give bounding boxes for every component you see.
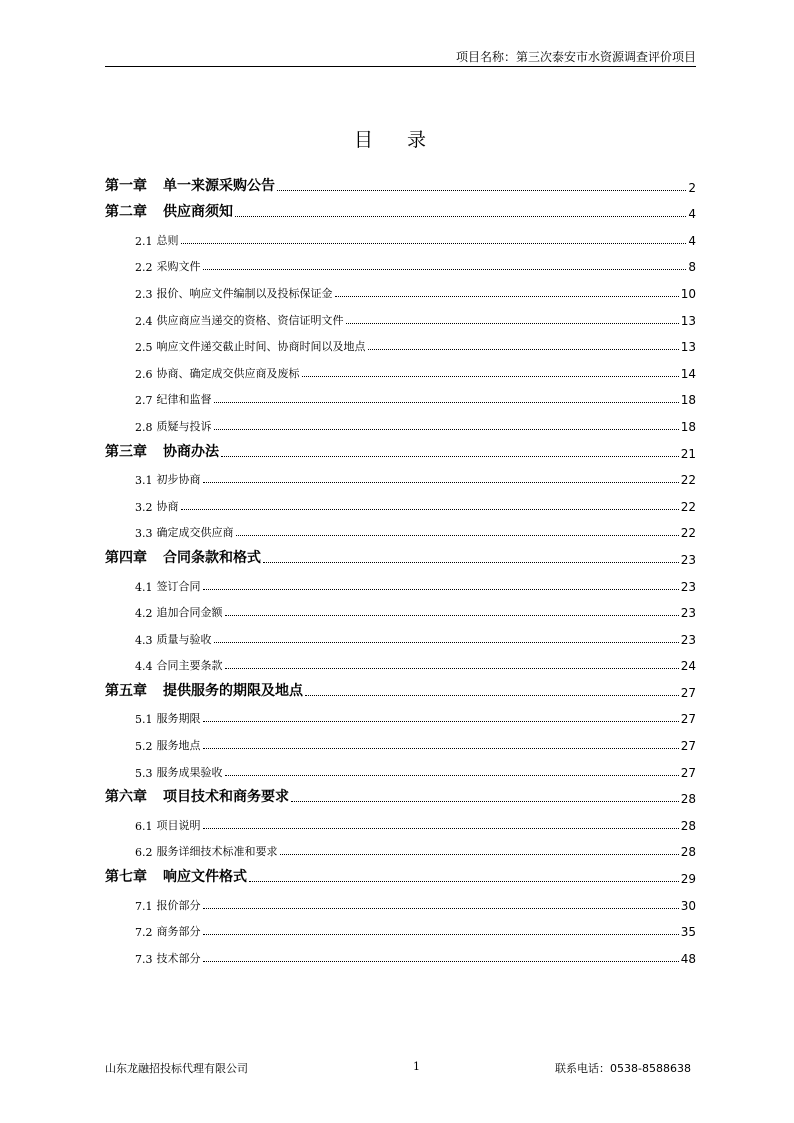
- toc-entry-number: 第六章: [105, 789, 147, 806]
- toc-entry-number: 2.7: [135, 394, 153, 408]
- toc-entry-label: 初步协商: [156, 473, 201, 487]
- toc-entry-label: 服务详细技术标准和要求: [156, 845, 278, 859]
- page-title: 目 录: [353, 129, 441, 151]
- toc-section-entry[interactable]: [105, 461, 696, 488]
- footer-page-number: 1: [413, 1060, 420, 1073]
- toc-entry-page: 30: [680, 898, 696, 913]
- footer-company: 山东龙融招投标代理有限公司: [105, 1062, 248, 1075]
- toc-entry-label: 质疑与投诉: [156, 419, 212, 433]
- toc-entry-label: 确定成交供应商: [156, 526, 234, 540]
- toc-entry-label: 项目说明: [156, 818, 201, 832]
- toc-entry-label: 技术部分: [156, 951, 201, 965]
- toc-entry-page: 28: [680, 792, 696, 807]
- toc-entry-number: 6.1: [135, 819, 153, 833]
- toc-entry-label: 协商: [156, 499, 179, 513]
- toc-entry-label: 纪律和监督: [156, 393, 212, 407]
- toc-dot-leader: [203, 908, 679, 909]
- toc-section-entry[interactable]: [105, 806, 696, 833]
- toc-entry-page: 4: [688, 233, 696, 248]
- toc-entry-number: 第五章: [105, 682, 147, 699]
- toc-entry-page: 27: [680, 739, 696, 754]
- toc-entry-page: 35: [680, 925, 696, 940]
- toc-entry-page: 23: [680, 579, 696, 594]
- toc-entry-page: 24: [680, 659, 696, 674]
- toc-section-entry[interactable]: [105, 700, 696, 727]
- project-name: 项目名称：第三次泰安市水资源调查评价项目: [455, 50, 696, 64]
- toc-section-entry[interactable]: [105, 753, 696, 780]
- toc-entry-label: 追加合同金额: [156, 606, 223, 620]
- toc-chapter-entry[interactable]: [105, 540, 696, 567]
- toc-entry-number: 2.2: [135, 261, 153, 275]
- toc-entry-label: 响应文件递交截止时间、协商时间以及地点: [156, 340, 366, 354]
- toc-section-entry[interactable]: [105, 221, 696, 248]
- toc-entry-number: 第七章: [105, 869, 147, 886]
- toc-entry-number: 7.1: [135, 899, 153, 913]
- toc-dot-leader: [203, 482, 679, 483]
- toc-section-entry[interactable]: [105, 381, 696, 408]
- toc-dot-leader: [235, 216, 686, 217]
- toc-entry-label: 商务部分: [156, 925, 201, 939]
- toc-entry-page: 23: [680, 552, 696, 567]
- toc-entry-label: 供应商须知: [163, 204, 233, 221]
- toc-entry-page: 29: [680, 872, 696, 887]
- toc-entry-label: 供应商应当递交的资格、资信证明文件: [156, 313, 344, 327]
- toc-entry-number: 第二章: [105, 204, 147, 221]
- toc-entry-label: 合同主要条款: [156, 659, 223, 673]
- toc-chapter-entry[interactable]: [105, 195, 696, 222]
- toc-entry-page: 13: [680, 313, 696, 328]
- toc-entry-number: 4.2: [135, 607, 153, 621]
- toc-chapter-entry[interactable]: [105, 780, 696, 807]
- toc-dot-leader: [302, 376, 679, 377]
- toc-entry-page: 13: [680, 340, 696, 355]
- table-of-contents: [105, 168, 696, 966]
- toc-section-entry[interactable]: [105, 487, 696, 514]
- toc-entry-number: 2.8: [135, 420, 153, 434]
- toc-entry-page: 22: [680, 526, 696, 541]
- toc-section-entry[interactable]: [105, 354, 696, 381]
- toc-entry-number: 2.1: [135, 234, 153, 248]
- toc-entry-label: 协商、确定成交供应商及废标: [156, 366, 300, 380]
- toc-entry-label: 响应文件格式: [163, 869, 247, 886]
- toc-dot-leader: [305, 695, 679, 696]
- toc-entry-number: 2.5: [135, 341, 153, 355]
- toc-entry-page: 28: [680, 818, 696, 833]
- toc-entry-page: 27: [680, 765, 696, 780]
- toc-entry-page: 4: [688, 207, 696, 222]
- page-header: [105, 46, 696, 67]
- toc-entry-number: 4.3: [135, 633, 153, 647]
- toc-entry-number: 2.3: [135, 287, 153, 301]
- toc-section-entry[interactable]: [105, 913, 696, 940]
- toc-entry-number: 5.2: [135, 740, 153, 754]
- toc-entry-page: 28: [680, 845, 696, 860]
- toc-section-entry[interactable]: [105, 886, 696, 913]
- toc-entry-label: 服务地点: [156, 739, 201, 753]
- toc-entry-page: 10: [680, 286, 696, 301]
- toc-entry-number: 4.4: [135, 660, 153, 674]
- toc-dot-leader: [249, 881, 679, 882]
- toc-dot-leader: [203, 828, 679, 829]
- toc-section-entry[interactable]: [105, 620, 696, 647]
- toc-dot-leader: [203, 961, 679, 962]
- toc-entry-label: 服务期限: [156, 712, 201, 726]
- toc-entry-page: 18: [680, 419, 696, 434]
- toc-section-entry[interactable]: [105, 939, 696, 966]
- toc-entry-number: 3.1: [135, 474, 153, 488]
- toc-section-entry[interactable]: [105, 301, 696, 328]
- toc-entry-page: 27: [680, 685, 696, 700]
- toc-dot-leader: [291, 801, 679, 802]
- toc-dot-leader: [263, 562, 679, 563]
- toc-section-entry[interactable]: [105, 328, 696, 355]
- toc-dot-leader: [346, 323, 679, 324]
- toc-dot-leader: [236, 535, 679, 536]
- toc-dot-leader: [203, 269, 687, 270]
- toc-dot-leader: [203, 721, 679, 722]
- toc-entry-number: 7.3: [135, 952, 153, 966]
- toc-entry-number: 7.2: [135, 926, 153, 940]
- toc-section-entry[interactable]: [105, 647, 696, 674]
- toc-entry-page: 8: [688, 260, 696, 275]
- toc-section-entry[interactable]: [105, 248, 696, 275]
- toc-entry-number: 5.3: [135, 766, 153, 780]
- toc-dot-leader: [214, 642, 679, 643]
- toc-entry-label: 总则: [156, 233, 179, 247]
- toc-entry-number: 第一章: [105, 177, 147, 194]
- toc-dot-leader: [368, 349, 679, 350]
- toc-entry-number: 2.4: [135, 314, 153, 328]
- toc-dot-leader: [335, 296, 679, 297]
- footer-phone: 联系电话：0538-8588638: [555, 1062, 691, 1075]
- toc-dot-leader: [203, 748, 679, 749]
- toc-entry-page: 23: [680, 606, 696, 621]
- toc-dot-leader: [181, 509, 679, 510]
- toc-entry-page: 18: [680, 393, 696, 408]
- toc-chapter-entry[interactable]: [105, 673, 696, 700]
- toc-entry-page: 2: [688, 180, 696, 195]
- toc-entry-label: 采购文件: [156, 260, 201, 274]
- toc-entry-label: 报价、响应文件编制以及投标保证金: [156, 286, 333, 300]
- toc-dot-leader: [214, 429, 679, 430]
- toc-entry-page: 23: [680, 632, 696, 647]
- toc-section-entry[interactable]: [105, 514, 696, 541]
- toc-entry-number: 5.1: [135, 713, 153, 727]
- toc-section-entry[interactable]: [105, 274, 696, 301]
- toc-dot-leader: [277, 190, 686, 191]
- toc-entry-label: 服务成果验收: [156, 765, 223, 779]
- toc-entry-number: 4.1: [135, 580, 153, 594]
- toc-dot-leader: [203, 934, 679, 935]
- toc-chapter-entry[interactable]: [105, 168, 696, 195]
- toc-entry-page: 22: [680, 473, 696, 488]
- toc-dot-leader: [214, 402, 679, 403]
- toc-entry-page: 21: [680, 446, 696, 461]
- toc-dot-leader: [203, 589, 679, 590]
- toc-section-entry[interactable]: [105, 567, 696, 594]
- toc-entry-label: 签订合同: [156, 579, 201, 593]
- toc-entry-label: 合同条款和格式: [163, 549, 261, 566]
- toc-entry-label: 报价部分: [156, 898, 201, 912]
- toc-dot-leader: [225, 668, 679, 669]
- toc-dot-leader: [221, 456, 679, 457]
- toc-entry-page: 48: [680, 951, 696, 966]
- toc-entry-label: 质量与验收: [156, 632, 212, 646]
- toc-chapter-entry[interactable]: [105, 434, 696, 461]
- toc-entry-page: 14: [680, 366, 696, 381]
- toc-entry-number: 3.2: [135, 500, 153, 514]
- toc-section-entry[interactable]: [105, 594, 696, 621]
- toc-dot-leader: [225, 615, 679, 616]
- toc-entry-page: 27: [680, 712, 696, 727]
- toc-dot-leader: [225, 775, 679, 776]
- toc-entry-number: 3.3: [135, 527, 153, 541]
- toc-entry-label: 协商办法: [163, 443, 219, 460]
- toc-entry-label: 单一来源采购公告: [163, 177, 275, 194]
- toc-entry-number: 6.2: [135, 846, 153, 860]
- toc-entry-number: 2.6: [135, 367, 153, 381]
- toc-entry-page: 22: [680, 499, 696, 514]
- toc-section-entry[interactable]: [105, 407, 696, 434]
- toc-entry-number: 第三章: [105, 443, 147, 460]
- toc-entry-label: 提供服务的期限及地点: [163, 682, 303, 699]
- toc-dot-leader: [181, 243, 687, 244]
- toc-entry-label: 项目技术和商务要求: [163, 789, 289, 806]
- toc-dot-leader: [280, 854, 679, 855]
- toc-section-entry[interactable]: [105, 726, 696, 753]
- toc-chapter-entry[interactable]: [105, 859, 696, 886]
- toc-entry-number: 第四章: [105, 549, 147, 566]
- toc-section-entry[interactable]: [105, 833, 696, 860]
